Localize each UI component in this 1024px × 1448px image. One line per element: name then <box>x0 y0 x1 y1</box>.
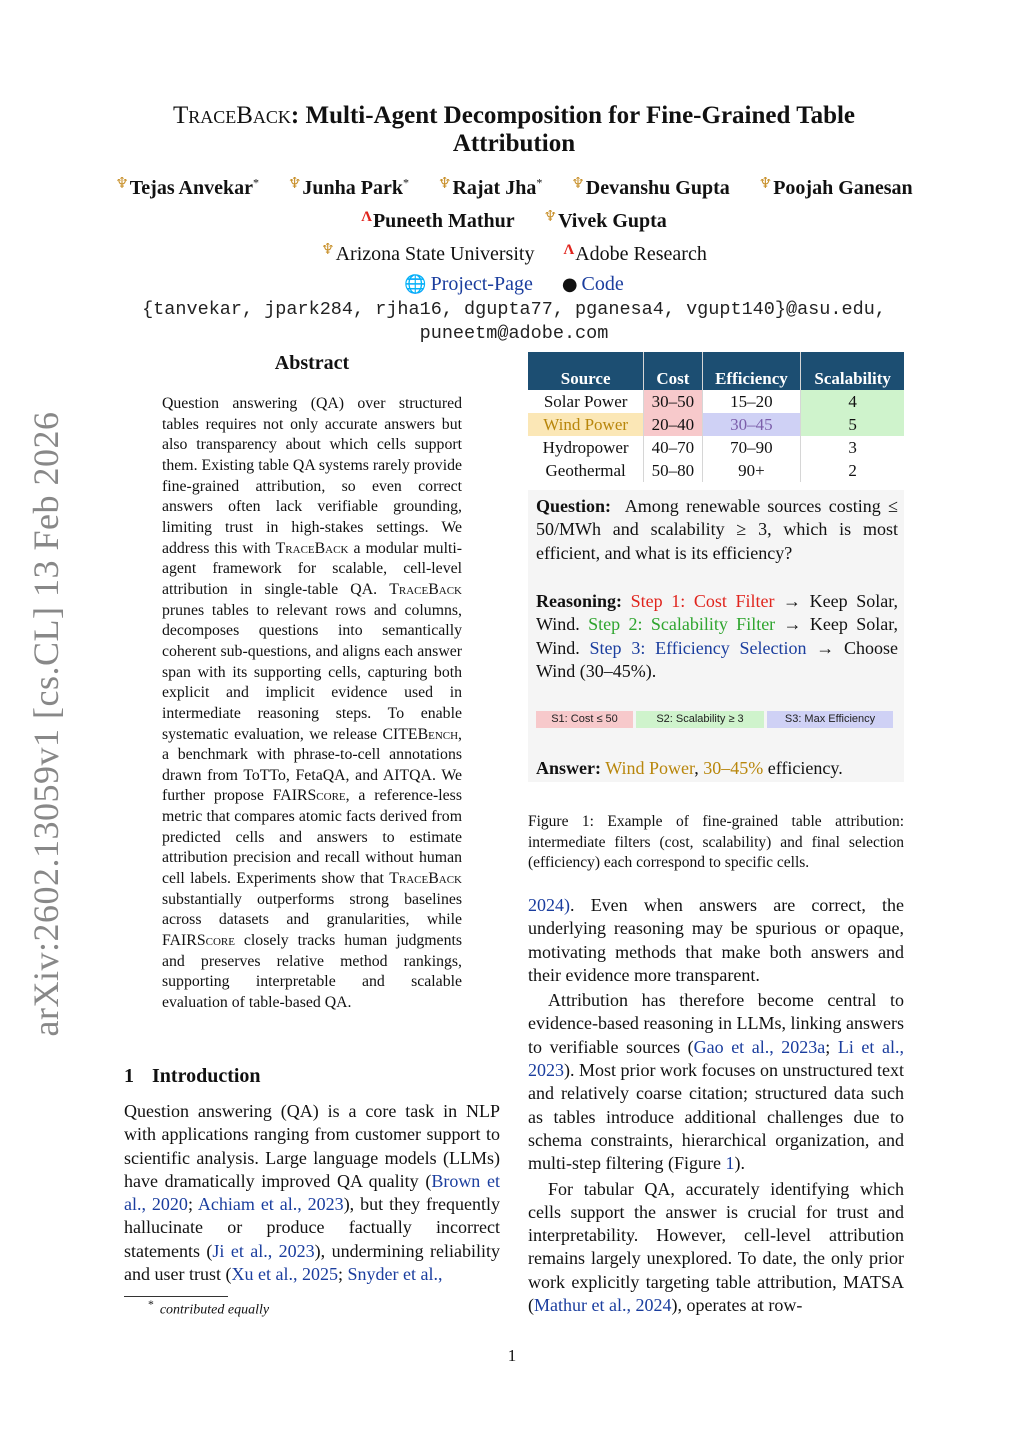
citation-link[interactable]: Li et al., 2023 <box>528 1036 904 1081</box>
email-line-2: puneetm@adobe.com <box>419 323 609 344</box>
intro-text: Question answering (QA) is a core task in NLP with applications ranging from customer support to scientific analysis. Large language models (LLMs) have dramatically improved QA quality (Brown et al., 2020; Achiam et al., 2023), but they frequently hallucinate or produce factually incorrect statements (Ji et al., 2023), undermining reliability and user trust (Xu et al., 2025; Snyder et al., <box>124 1101 500 1285</box>
paragraph: 2024). Even when answers are correct, the underlying reasoning may be spurious or opaque, motivating methods that make both answers and their evidence more transparent. <box>528 895 904 985</box>
figure-reasoning: Reasoning: Step 1: Cost Filter → Keep Solar, Wind. Step 2: Scalability Filter → Keep Solar, Wind. Step 3: Efficiency Selection → Choose Wind (30–45%). <box>536 591 899 681</box>
right-column-text <box>528 894 904 1319</box>
table-cell: 20–40 <box>644 413 702 436</box>
asu-icon: ♆ <box>438 176 452 192</box>
table-header: Source <box>528 352 644 390</box>
affiliation: ♆Arizona State University <box>321 242 535 265</box>
figure-question: Question: Among renewable sources costing ≤ 50/MWh and scalability ≥ 3, which is most efficient, and what is its efficiency? <box>536 496 898 563</box>
asu-icon: ♆ <box>758 176 773 192</box>
table-header: Scalability <box>801 352 904 390</box>
citation-link[interactable]: Gao et al., 2023a <box>693 1036 826 1057</box>
table-row <box>528 413 904 436</box>
table-cell: 5 <box>801 413 904 436</box>
title-system-name: TraceBack <box>172 102 291 129</box>
footnote-rule <box>124 1296 228 1297</box>
asu-icon: ♆ <box>543 209 558 225</box>
author: $^\Lambda$Puneeth Mathur <box>361 209 515 232</box>
table-row <box>528 436 904 459</box>
table-header: Efficiency <box>702 352 801 390</box>
asu-icon: ♆ <box>115 176 129 192</box>
title-rest: : Multi-Agent Decomposition for Fine-Grained Table Attribution <box>290 102 856 157</box>
table-cell: Hydropower <box>542 437 629 457</box>
citation-link[interactable]: Achiam et al., 2023 <box>197 1194 344 1215</box>
citation-link[interactable]: Mathur et al., 2024 <box>534 1295 672 1316</box>
table-row <box>528 459 904 482</box>
affiliations <box>100 240 928 266</box>
table-cell: Wind Power <box>528 413 644 436</box>
author-line-2 <box>100 207 928 233</box>
table-cell: Geothermal <box>545 460 626 480</box>
table-cell: 90+ <box>702 459 801 482</box>
footnote: * contributed equally <box>148 1298 270 1318</box>
author: ♆Vivek Gupta <box>543 209 667 232</box>
citation-link[interactable]: Ji et al., 2023 <box>212 1240 315 1261</box>
table-cell: 4 <box>801 390 904 413</box>
table-header: Cost <box>644 352 702 390</box>
table-cell: 2 <box>801 459 904 482</box>
figure-ref-link[interactable]: 1 <box>725 1153 735 1174</box>
figure-answer: Answer: Wind Power, 30–45% efficiency. <box>536 758 843 778</box>
author: ♆Tejas Anvekar* <box>115 175 259 199</box>
email-line-1: {tanvekar, jpark284, rjha16, dgupta77, pganesa4, vgupt140}@asu.edu, <box>142 299 886 320</box>
asu-icon: ♆ <box>287 176 302 192</box>
step-bar-cost: S1: Cost ≤ 50 <box>536 711 633 728</box>
table-header-row <box>528 352 904 390</box>
abstract-text: Question answering (QA) over structured tables requires not only accurate answers but also transparency about which cells support them. Existing table QA systems rarely provide fine-grained attribution, so even correct answers often lack verifiable grounding, limiting trust in high-stakes settings. We address this with TraceBack a modular multi-agent framework for scalable, cell-level attribution in single-table QA. TraceBack prunes tables to relevant rows and columns, decomposes questions into semantically coherent sub-questions, and aligns each answer span with its supporting cells, capturing both explicit and implicit evidence used in intermediate reasoning steps. To enable systematic evaluation, we release CITEBench, a benchmark with phrase-to-cell annotations drawn from ToTTo, FetaQA, and AITQA. We further propose FAIRScore, a reference-less metric that compares atomic facts derived from predicted cells and answers to estimate attribution precision and recall without human cell labels. Experiments show that TraceBack substantially outperforms strong baselines across datasets and granularities, while FAIRScore closely tracks human judgments and preserves relative method rankings, supporting interpretable and scalable evaluation of table-based QA. <box>162 395 463 1012</box>
project-page-link[interactable]: 🌐 Project-Page <box>404 273 533 295</box>
paper-title <box>150 102 878 158</box>
arxiv-identifier: arXiv:2602.13059v1 [cs.CL] 13 Feb 2026 <box>26 411 66 1037</box>
author: ♆Rajat Jha* <box>438 175 543 199</box>
affiliation: $^\Lambda$Adobe Research <box>563 242 707 265</box>
author-line-1 <box>100 174 928 200</box>
asu-icon: ♆ <box>571 176 585 192</box>
figure-caption: Figure 1: Example of fine-grained table attribution: intermediate filters (cost, scalability) and final selection (efficiency) each correspond to specific cells. <box>528 813 904 872</box>
figure-table <box>528 352 904 482</box>
table-cell: 50–80 <box>644 459 702 482</box>
citation-link[interactable]: 2024) <box>528 895 570 915</box>
table-cell: 30–45 <box>702 413 801 436</box>
links-line <box>100 273 928 296</box>
code-link[interactable]: ● Code <box>561 273 624 295</box>
table-cell: 70–90 <box>702 436 801 459</box>
page-number: 1 <box>507 1346 517 1365</box>
table-cell: 15–20 <box>702 390 801 413</box>
citation-link[interactable]: Brown et al., 2020 <box>124 1170 500 1215</box>
citation-link[interactable]: Snyder et al., <box>347 1264 443 1285</box>
citation-link[interactable]: Xu et al., 2025 <box>231 1264 338 1285</box>
globe-icon: 🌐 <box>404 274 427 295</box>
table-cell: 3 <box>801 436 904 459</box>
author: ♆Junha Park* <box>287 175 409 199</box>
step-bar-efficiency: S3: Max Efficiency <box>767 711 893 728</box>
intro-heading: 1 Introduction <box>124 1065 261 1087</box>
table-cell: Solar Power <box>543 391 628 411</box>
table-cell: 40–70 <box>644 436 702 459</box>
table-cell: 30–50 <box>644 390 702 413</box>
paragraph: For tabular QA, accurately identifying which cells support the answer is crucial for trust and interpretability. However, cell-level attribution remains largely unexplored. To date, the only prior work explicitly targeting table attribution, MATSA (Mathur et al., 2024), operates at row- <box>528 1178 904 1316</box>
adobe-icon: Λ <box>563 242 575 258</box>
table-row <box>528 390 904 413</box>
step-bar-scalability: S2: Scalability ≥ 3 <box>636 711 764 728</box>
adobe-icon: Λ <box>361 209 372 225</box>
paragraph: Attribution has therefore become central to evidence-based reasoning in LLMs, linking answers to verifiable sources (Gao et al., 2023a; Li et al., 2023). Most prior work focuses on unstructured text and relatively coarse citation; structured data such as tables introduce additional challenges due to schema constraints, hierarchical organization, and multi-step filtering (Figure 1). <box>528 990 904 1174</box>
author: ♆Poojah Ganesan <box>758 176 913 199</box>
author: ♆Devanshu Gupta <box>571 176 730 199</box>
asu-icon: ♆ <box>321 242 335 258</box>
abstract-heading: Abstract <box>274 352 350 374</box>
github-icon: ● <box>561 274 578 295</box>
